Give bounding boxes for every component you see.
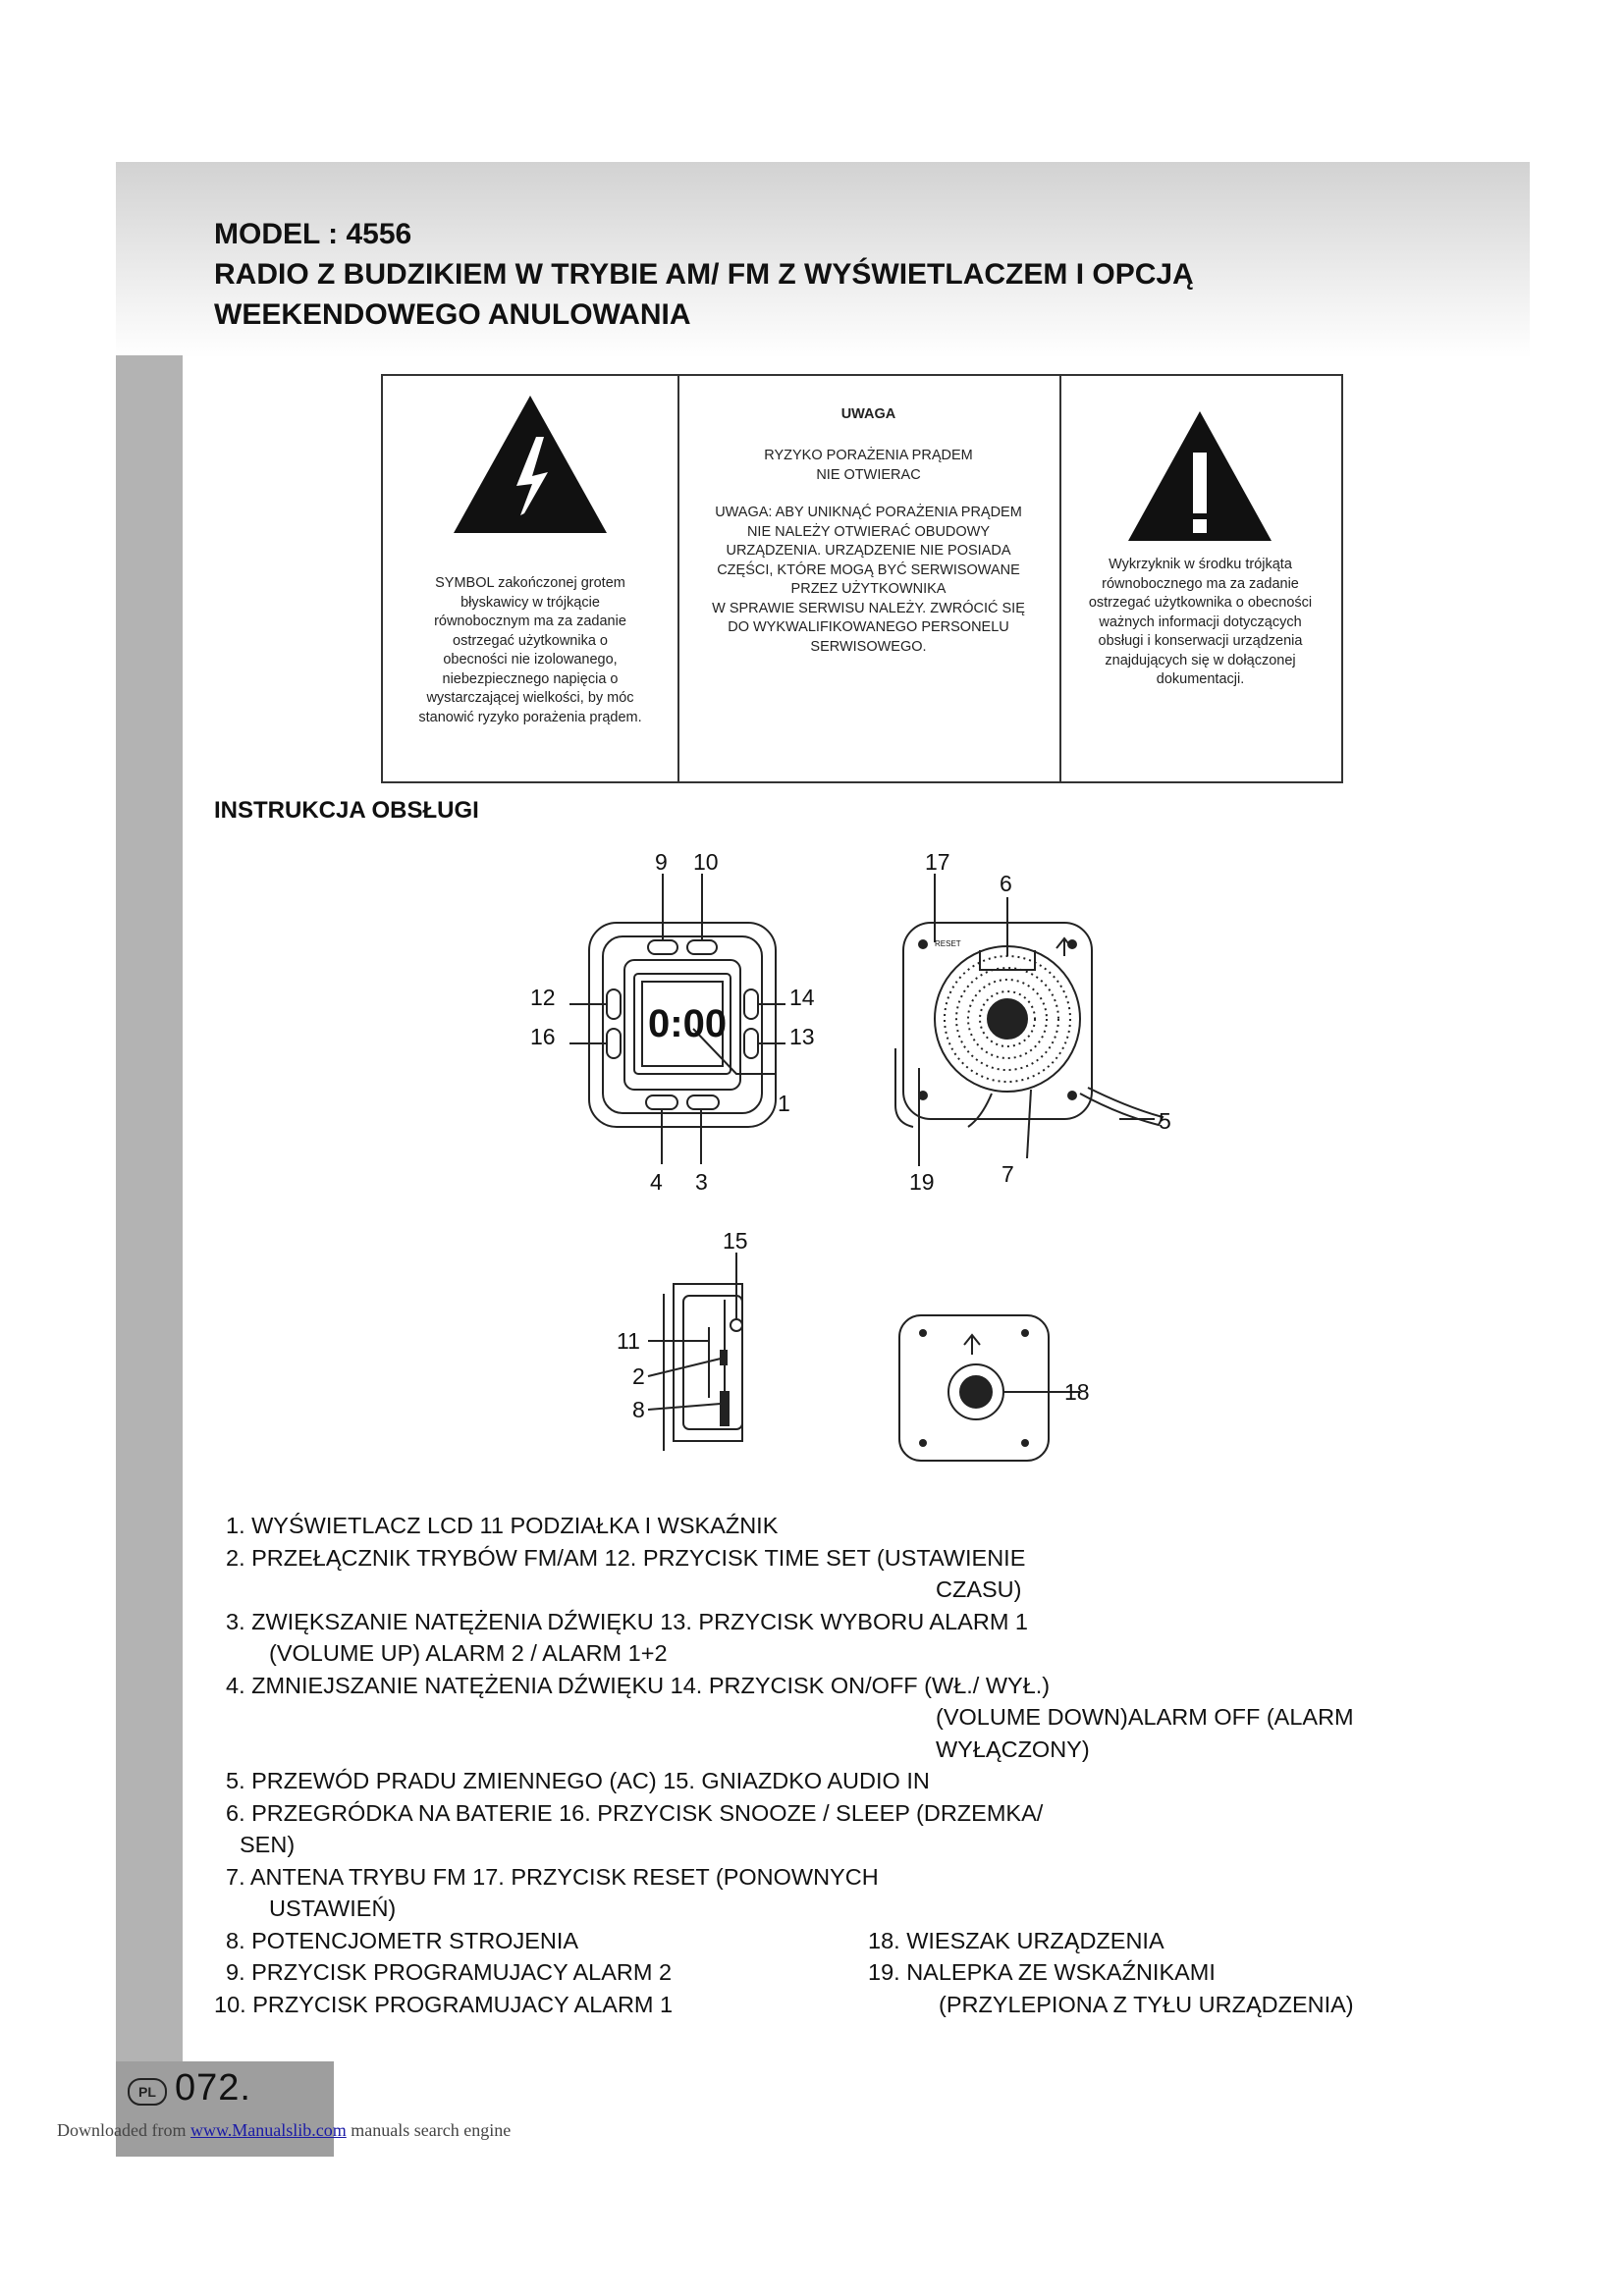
callout-7: 7 [1001, 1161, 1014, 1187]
callout-4: 4 [650, 1169, 663, 1195]
text-line: stanowić ryzyko porażenia prądem. [418, 709, 642, 725]
legend-item: 10. PRZYCISK PROGRAMUJACY ALARM 1 [214, 1991, 674, 2017]
time-set-button[interactable] [607, 989, 621, 1019]
text-line: ostrzegać użytkownika o obecności [1088, 595, 1313, 611]
legend-item: 18. WIESZAK URZĄDZENIA [868, 1927, 1164, 1953]
text-line: błyskawicy w trójkącie [460, 594, 600, 611]
on-off-button[interactable] [744, 989, 758, 1019]
alarm2-program-button[interactable] [648, 940, 677, 954]
legend-item: 19. NALEPKA ZE WSKAŹNIKAMI [868, 1959, 1216, 1985]
download-prefix: Downloaded from [57, 2120, 190, 2140]
reset-label: RESET [935, 939, 961, 948]
volume-down-button[interactable] [646, 1095, 677, 1109]
language-badge: PL [128, 2078, 167, 2106]
legend-item: 3. ZWIĘKSZANIE NATĘŻENIA DŹWIĘKU 13. PRZYCISK WYBORU ALARM 1 [226, 1608, 1028, 1634]
download-note [57, 2120, 511, 2141]
legend-item: 9. PRZYCISK PROGRAMUJACY ALARM 2 [226, 1959, 673, 1985]
caution-title: UWAGA [840, 406, 896, 422]
legend-item: SEN) [240, 1832, 296, 1857]
legend-item: 8. POTENCJOMETR STROJENIA [226, 1927, 579, 1953]
text-line: obecności nie izolowanego, [443, 652, 618, 667]
callout-1: 1 [778, 1091, 790, 1116]
text-line: wystarczającej wielkości, by móc [426, 690, 634, 706]
text-line: URZĄDZENIA. URZĄDZENIE NIE POSIADA [726, 543, 1011, 559]
text-line: UWAGA: ABY UNIKNĄĆ PORAŻENIA PRĄDEM [715, 505, 1022, 520]
text-line: Wykrzyknik w środku trójkąta [1109, 557, 1292, 572]
title-line-1: RADIO Z BUDZIKIEM W TRYBIE AM/ FM Z WYŚWIETLACZEM I OPCJĄ [214, 258, 1194, 291]
parts-legend [216, 1510, 1394, 2020]
callout-12: 12 [530, 985, 556, 1010]
legend-item: (VOLUME UP) ALARM 2 / ALARM 1+2 [269, 1640, 668, 1666]
callout-6: 6 [1000, 871, 1012, 896]
text-line: dokumentacji. [1156, 671, 1245, 687]
callout-15: 15 [723, 1228, 748, 1254]
legend-item: (VOLUME DOWN)ALARM OFF (ALARM [936, 1704, 1354, 1730]
callout-19: 19 [909, 1169, 935, 1195]
side-view [648, 1253, 742, 1451]
warning-column-electric [383, 376, 679, 781]
callout-11: 11 [617, 1328, 640, 1354]
legend-item: CZASU) [936, 1576, 1022, 1602]
legend-item: (PRZYLEPIONA Z TYŁU URZĄDZENIA) [939, 1991, 1354, 2017]
legend-item: 5. PRZEWÓD PRADU ZMIENNEGO (AC) 15. GNIAZDKO AUDIO IN [226, 1768, 930, 1793]
model-number: MODEL : 4556 [214, 218, 412, 250]
text-line: SERWISOWEGO. [810, 638, 927, 655]
manualslib-link[interactable]: www.Manualslib.com [189, 2120, 347, 2140]
text-line: niebezpiecznego napięcia o [442, 670, 619, 687]
legend-item: 4. ZMNIEJSZANIE NATĘŻENIA DŹWIĘKU 14. PRZYCISK ON/OFF (WŁ./ WYŁ.) [226, 1672, 1051, 1698]
electric-warning-text [383, 574, 677, 727]
legend-item: USTAWIEŃ) [269, 1896, 397, 1921]
exclamation-warning-icon [1124, 407, 1275, 545]
text-line: W SPRAWIE SERWISU NALEŻY. ZWRÓCIĆ SIĘ [712, 600, 1025, 616]
text-line: ostrzegać użytkownika o [453, 632, 608, 649]
text-line: RYZYKO PORAŻENIA PRĄDEM [764, 448, 973, 463]
title-line-2: WEEKENDOWEGO ANULOWANIA [214, 298, 691, 331]
caution-body [677, 504, 1059, 657]
legend-item: 2. PRZEŁĄCZNIK TRYBÓW FM/AM 12. PRZYCISK TIME SET (USTAWIENIE [226, 1544, 1026, 1571]
callout-9: 9 [655, 849, 668, 875]
legend-item: 1. WYŚWIETLACZ LCD 11 PODZIAŁKA I WSKAŹNIK [226, 1513, 779, 1538]
text-line: DO WYKWALIFIKOWANEGO PERSONELU [728, 619, 1009, 635]
device-diagram [491, 842, 1218, 1490]
text-line: CZĘŚCI, KTÓRE MOGĄ BYĆ SERWISOWANE [717, 561, 1020, 578]
legend-item: WYŁĄCZONY) [936, 1735, 1090, 1762]
text-line: równobocznego ma za zadanie [1102, 575, 1299, 592]
lcd-display: 0:00 [648, 1002, 728, 1045]
callout-8: 8 [632, 1397, 645, 1422]
safety-warning-box [381, 374, 1343, 783]
text-line: SYMBOL zakończonej grotem [435, 575, 625, 591]
warning-column-caution [677, 376, 1061, 781]
alarm-select-button[interactable] [744, 1029, 758, 1058]
warning-column-exclamation [1059, 376, 1341, 781]
callout-10: 10 [693, 849, 719, 875]
alarm1-program-button[interactable] [687, 940, 717, 954]
callout-3: 3 [695, 1169, 708, 1195]
callout-16: 16 [530, 1024, 556, 1049]
page-title [214, 214, 1194, 335]
text-line: NIE NALEŻY OTWIERAĆ OBUDOWY [746, 523, 991, 540]
callout-17: 17 [925, 849, 950, 875]
text-line: PRZEZ UŻYTKOWNIKA [790, 581, 947, 597]
callout-13: 13 [789, 1024, 815, 1049]
callout-5: 5 [1159, 1108, 1171, 1134]
callout-2: 2 [632, 1363, 645, 1389]
text-line: NIE OTWIERAC [816, 466, 921, 483]
page-number: 072. [175, 2067, 251, 2109]
caution-risk [677, 447, 1059, 485]
text-line: ważnych informacji dotyczących [1099, 614, 1302, 630]
exclamation-warning-text [1059, 556, 1341, 690]
lightning-warning-icon [450, 392, 611, 537]
callout-18: 18 [1064, 1379, 1090, 1405]
section-title: INSTRUKCJA OBSŁUGI [214, 797, 479, 824]
left-side-bar [116, 355, 183, 2157]
text-line: znajdujących się w dołączonej [1105, 652, 1296, 668]
text-line: obsługi i konserwacji urządzenia [1098, 633, 1303, 649]
download-suffix: manuals search engine [346, 2120, 512, 2140]
legend-item: 6. PRZEGRÓDKA NA BATERIE 16. PRZYCISK SNOOZE / SLEEP (DRZEMKA/ [226, 1799, 1044, 1826]
legend-item: 7. ANTENA TRYBU FM 17. PRZYCISK RESET (PONOWNYCH [226, 1863, 879, 1890]
hanger-view [899, 1315, 1080, 1461]
callout-14: 14 [789, 985, 815, 1010]
snooze-sleep-button[interactable] [607, 1029, 621, 1058]
volume-up-button[interactable] [687, 1095, 719, 1109]
text-line: równobocznym ma za zadanie [434, 614, 626, 629]
back-view [895, 923, 1163, 1127]
